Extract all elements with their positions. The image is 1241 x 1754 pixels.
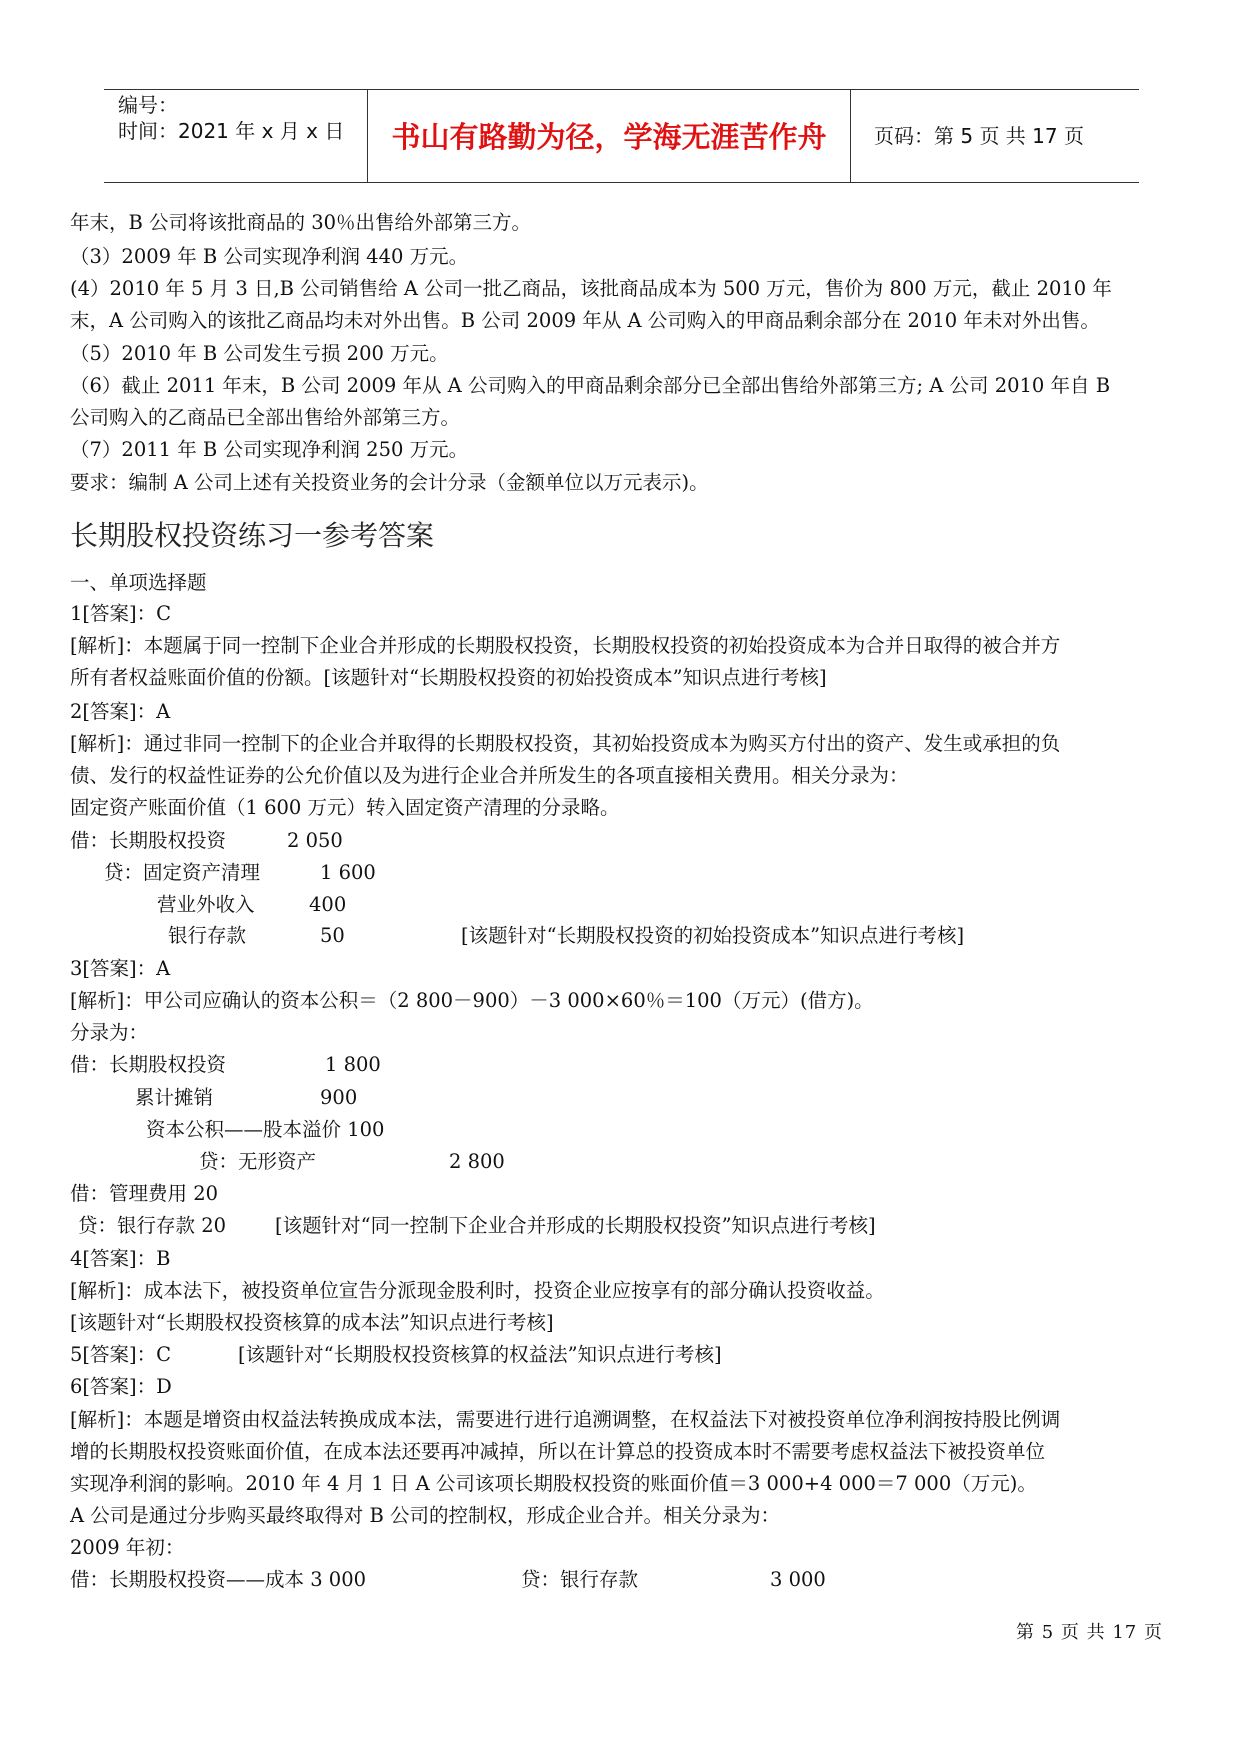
section-heading: 长期股权投资练习一参考答案 bbox=[70, 519, 435, 552]
analysis-line: 增的长期股权投资账面价值，在成本法还要再冲减掉，所以在计算总的投资成本时不需要考虑权益法下被投资单位 bbox=[70, 1440, 1046, 1463]
journal-account: 银行存款 bbox=[168, 924, 247, 947]
analysis-line: 所有者权益账面价值的份额。[该题针对“长期股权投资的初始投资成本”知识点进行考核] bbox=[70, 666, 827, 689]
body-line: 年末，B 公司将该批商品的 30％出售给外部第三方。 bbox=[70, 211, 532, 234]
body-line: A 公司是通过分步购买最终取得对 B 公司的控制权，形成企业合并。相关分录为： bbox=[70, 1504, 781, 1527]
body-line: 公司购入的乙商品已全部出售给外部第三方。 bbox=[70, 406, 461, 429]
page-number-label: 页码：第 5 页 共 17 页 bbox=[874, 124, 1084, 148]
topic-note: [该题针对“长期股权投资核算的成本法”知识点进行考核] bbox=[70, 1311, 554, 1334]
answer-line: 3[答案]：A bbox=[70, 957, 171, 980]
journal-amount: 1 800 bbox=[325, 1053, 381, 1076]
body-line: 2009 年初： bbox=[70, 1536, 185, 1559]
journal-amount: 2 050 bbox=[287, 829, 343, 852]
journal-amount: 900 bbox=[320, 1086, 358, 1109]
body-line: （6）截止 2011 年末，B 公司 2009 年从 A 公司购入的甲商品剩余部分已全部出售给外部第三方; A 公司 2010 年自 B bbox=[70, 374, 1111, 397]
time-label: 时间：2021 年 x 月 x 日 bbox=[118, 119, 345, 143]
analysis-line: 债、发行的权益性证券的公允价值以及为进行企业合并所发生的各项直接相关费用。相关分录为： bbox=[70, 764, 909, 787]
body-line: 固定资产账面价值（1 600 万元）转入固定资产清理的分录略。 bbox=[70, 796, 620, 819]
journal-amount: 2 800 bbox=[449, 1150, 505, 1173]
header-motto-cell bbox=[367, 90, 851, 182]
answer-line: 5[答案]：C bbox=[70, 1343, 172, 1366]
topic-note: [该题针对“长期股权投资核算的权益法”知识点进行考核] bbox=[238, 1343, 722, 1366]
analysis-line: [解析]：通过非同一控制下的企业合并取得的长期股权投资，其初始投资成本为购买方付出的资产、发生或承担的负 bbox=[70, 732, 1061, 755]
header-info-cell bbox=[104, 90, 366, 182]
journal-account: 借：长期股权投资 bbox=[70, 1053, 227, 1076]
motto-text: 书山有路勤为径，学海无涯苦作舟 bbox=[391, 120, 827, 154]
journal-account: 贷：银行存款 20 bbox=[78, 1214, 227, 1237]
analysis-line: [解析]：本题是增资由权益法转换成成本法，需要进行进行追溯调整，在权益法下对被投资单位净利润按持股比例调 bbox=[70, 1408, 1061, 1431]
answer-line: 1[答案]：C bbox=[70, 602, 172, 625]
journal-account: 贷：银行存款 bbox=[521, 1568, 639, 1591]
journal-amount: 400 bbox=[309, 893, 347, 916]
serial-number-label: 编号： bbox=[118, 93, 178, 117]
journal-amount: 1 600 bbox=[320, 861, 376, 884]
body-line: （7）2011 年 B 公司实现净利润 250 万元。 bbox=[70, 438, 469, 461]
journal-account: 借：长期股权投资 bbox=[70, 829, 227, 852]
journal-account: 累计摊销 bbox=[135, 1086, 214, 1109]
body-line: 一、单项选择题 bbox=[70, 571, 207, 594]
answer-line: 4[答案]：B bbox=[70, 1247, 171, 1270]
header-page-cell bbox=[852, 90, 1139, 182]
page-header bbox=[104, 89, 1139, 183]
journal-account: 借：长期股权投资——成本 3 000 bbox=[70, 1568, 367, 1591]
journal-account: 贷：无形资产 bbox=[199, 1150, 317, 1173]
journal-account: 借：管理费用 20 bbox=[70, 1182, 219, 1205]
analysis-line: 实现净利润的影响。2010 年 4 月 1 日 A 公司该项长期股权投资的账面价值＝3 000+4 000＝7 000（万元)。 bbox=[70, 1472, 1037, 1495]
journal-account: 资本公积——股本溢价 100 bbox=[146, 1118, 385, 1141]
analysis-line: [解析]：成本法下，被投资单位宣告分派现金股利时，投资企业应按享有的部分确认投资收益。 bbox=[70, 1279, 885, 1302]
answer-line: 6[答案]：D bbox=[70, 1375, 172, 1398]
journal-account: 贷：固定资产清理 bbox=[104, 861, 261, 884]
topic-note: [该题针对“长期股权投资的初始投资成本”知识点进行考核] bbox=[461, 924, 965, 947]
body-line: （3）2009 年 B 公司实现净利润 440 万元。 bbox=[70, 245, 469, 268]
journal-amount: 3 000 bbox=[770, 1568, 826, 1591]
analysis-line: [解析]：甲公司应确认的资本公积＝（2 800－900）－3 000×60％＝100（万元）(借方)。 bbox=[70, 989, 874, 1012]
body-line: 末，A 公司购入的该批乙商品均未对外出售。B 公司 2009 年从 A 公司购入的甲商品剩余部分在 2010 年未对外出售。 bbox=[70, 309, 1100, 332]
journal-account: 营业外收入 bbox=[157, 893, 255, 916]
body-line: 要求：编制 A 公司上述有关投资业务的会计分录（金额单位以万元表示)。 bbox=[70, 471, 709, 494]
body-line: （5）2010 年 B 公司发生亏损 200 万元。 bbox=[70, 342, 449, 365]
body-line: (4）2010 年 5 月 3 日,B 公司销售给 A 公司一批乙商品，该批商品成本为 500 万元，售价为 800 万元，截止 2010 年 bbox=[70, 277, 1112, 300]
analysis-line: [解析]：本题属于同一控制下企业合并形成的长期股权投资，长期股权投资的初始投资成本为合并日取得的被合并方 bbox=[70, 634, 1061, 657]
journal-amount: 50 bbox=[320, 924, 345, 947]
page-footer: 第 5 页 共 17 页 bbox=[1016, 1622, 1163, 1643]
answer-line: 2[答案]：A bbox=[70, 700, 171, 723]
topic-note: [该题针对“同一控制下企业合并形成的长期股权投资”知识点进行考核] bbox=[275, 1214, 876, 1237]
body-line: 分录为： bbox=[70, 1021, 149, 1044]
